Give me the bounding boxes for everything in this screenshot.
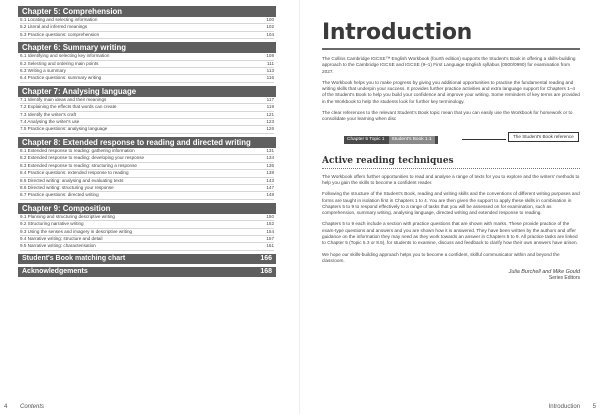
page-title: Introduction [322, 20, 580, 50]
chapter-heading[interactable]: Chapter 7: Analysing language [18, 86, 276, 97]
chapter-topics [18, 53, 276, 83]
topic-page: 138 [266, 170, 274, 176]
matching-chart-entry[interactable] [18, 254, 276, 264]
right-footer-label: Introduction [548, 404, 580, 410]
topic-title: 8.7 Practice questions: directed writing [20, 192, 99, 198]
contents-row[interactable] [20, 229, 274, 236]
intro-paragraph: We hope our skills-building approach helps you to become a confident, skilful communicator within and beyond the classroom. [322, 251, 560, 263]
sample-chapter-tag: Chapter 5 Topic 1 [347, 136, 385, 142]
topic-title: 8.1 Extended response to reading: gathering information [20, 147, 135, 153]
contents-row[interactable] [20, 185, 274, 192]
acknowledgements-page: 168 [260, 267, 272, 275]
topic-title: 5.1 Locating and selecting information [20, 17, 98, 22]
topic-title: 8.6 Directed writing: structuring your response [20, 184, 114, 190]
topic-page: 116 [266, 75, 274, 81]
topic-page: 108 [266, 53, 274, 59]
callout-box: The Student's Book reference [508, 132, 579, 142]
topic-title: 7.5 Practice questions: analysing language [20, 126, 108, 132]
chapter-topics [18, 214, 276, 251]
signature-role: Series Editors [548, 275, 580, 282]
contents-list [18, 6, 276, 251]
sample-heading-figure [322, 128, 580, 154]
topic-title: 9.4 Narrative writing: structure and detail [20, 235, 103, 241]
topic-page: 147 [266, 184, 274, 190]
topic-page: 148 [266, 192, 274, 198]
introduction-page [322, 6, 580, 281]
callout-arrow [462, 139, 506, 140]
topic-page: 143 [266, 177, 274, 183]
contents-row[interactable] [20, 68, 274, 75]
contents-row[interactable] [20, 214, 274, 221]
acknowledgements-entry[interactable] [18, 267, 276, 277]
topic-page: 121 [266, 111, 274, 117]
sample-topic-bar [344, 136, 438, 144]
topic-page: 154 [266, 228, 274, 234]
topic-page: 131 [266, 147, 274, 153]
contents-row[interactable] [20, 112, 274, 119]
topic-title: 6.4 Practice questions: summary writing [20, 75, 102, 81]
topic-title: 9.5 Narrative writing: characterisation [20, 243, 96, 249]
page-spine [299, 0, 300, 414]
topic-title: 6.3 Writing a summary [20, 68, 66, 74]
contents-row[interactable] [20, 163, 274, 170]
topic-page: 102 [266, 24, 274, 30]
topic-page: 100 [266, 17, 274, 22]
acknowledgements-label: Acknowledgements [22, 267, 88, 275]
chapter-topics [18, 97, 276, 134]
contents-row[interactable] [20, 17, 274, 24]
topic-title: 8.2 Extended response to reading: developing your response [20, 155, 145, 161]
contents-row[interactable] [20, 243, 274, 250]
contents-row[interactable] [20, 221, 274, 228]
topic-title: 7.4 Analysing the writer's use [20, 119, 80, 125]
topic-title: 8.4 Practice questions: extended response to reading [20, 170, 129, 176]
topic-title: 7.3 Identify the writer's craft [20, 111, 77, 117]
contents-row[interactable] [20, 155, 274, 162]
topic-title: 6.1 Identifying and selecting key information [20, 53, 110, 59]
topic-page: 157 [266, 235, 274, 241]
topic-page: 134 [266, 155, 274, 161]
contents-row[interactable] [20, 126, 274, 133]
topic-page: 123 [266, 119, 274, 125]
contents-row[interactable] [20, 148, 274, 155]
topic-page: 150 [266, 213, 274, 219]
sample-book-ref: Student's Book 1.1 [389, 136, 435, 144]
contents-row[interactable] [20, 104, 274, 111]
topic-title: 9.2 Structuring narrative writing [20, 221, 84, 227]
topic-page: 111 [267, 60, 274, 66]
topic-title: 9.3 Using the senses and imagery in descriptive writing [20, 228, 133, 234]
topic-page: 152 [266, 221, 274, 227]
contents-page [18, 6, 276, 277]
intro-paragraph: The Workbook helps you to make progress by giving you additional opportunities to practise the fundamental reading and writing skills that underpin your success. It provides further practice activities and extra language support for Chapters 1–4 of the Student's Book to help you build your confidence and improve your writing. Some reminders of key terms are provided in the Workbook to help the students look for further key terminology. [322, 79, 580, 104]
topic-page: 136 [266, 162, 274, 168]
topic-title: 8.5 Directed writing: analysing and evaluating texts [20, 177, 124, 183]
topic-page: 161 [266, 243, 274, 249]
contents-row[interactable] [20, 192, 274, 199]
topic-page: 104 [266, 31, 274, 37]
intro-paragraph: Chapters 5 to 9 each include a section with practice questions that are shown with marks. These provide practice of the exam-type questions and answers and you are shown how it is answered. They have been written by the authors and offer guidance on the information they may need as they work towards an answer in Chapters 5 to 9. All practice tasks are linked to Chapter 5 (Topic 5.3 or 8.5), for students to examine, discuss and feedback to clarify how their own answers have arisen. [322, 221, 578, 246]
contents-row[interactable] [20, 53, 274, 60]
contents-row[interactable] [20, 178, 274, 185]
left-footer-label: Contents [20, 404, 45, 410]
contents-row[interactable] [20, 236, 274, 243]
topic-title: 5.2 Literal and inferred meanings [20, 24, 88, 30]
sample-subheading: Active reading techniques [322, 156, 580, 169]
chapter-topics [18, 17, 276, 39]
contents-row[interactable] [20, 97, 274, 104]
topic-page: 126 [266, 126, 274, 132]
topic-title: 7.1 Identify main ideas and their meanings [20, 96, 107, 102]
chapter-heading[interactable]: Chapter 8: Extended response to reading and directed writing [18, 137, 276, 148]
intro-paragraph: Following the structure of the Student's Book, reading and writing skills and the conventions of different writing purposes and forms are taught in isolation first in Chapters 1 to 4. You are then given the support to apply these skills in combination in Chapters 5 to 9 to respond effectively to a range of tasks that you will be assessed on for examination, such as comprehension, summary writing, analysing language, directed writing and extended response to reading. [322, 191, 580, 216]
topic-title: 9.1 Planning and structuring descriptive writing [20, 213, 115, 219]
signature: Julia Burchell and Mike Gould [508, 269, 580, 276]
chapter-heading[interactable]: Chapter 9: Composition [18, 203, 276, 214]
topic-page: 117 [266, 96, 274, 102]
topic-title: 7.2 Explaining the effects that words can create [20, 104, 117, 110]
topic-title: 6.2 Selecting and ordering main points [20, 60, 99, 66]
topic-title: 5.3 Practice questions: comprehension [20, 31, 100, 37]
contents-row[interactable] [20, 119, 274, 126]
topic-page: 113 [266, 68, 274, 74]
chapter-heading[interactable]: Chapter 5: Comprehension [18, 6, 276, 17]
chapter-heading[interactable]: Chapter 6: Summary writing [18, 42, 276, 53]
intro-paragraph: The clear references to the relevant Student's Book topic mean that you can easily use the Workbook for homework or to consolidate your learning when disc [322, 110, 573, 122]
topic-title: 8.3 Extended response to reading: structuring a response [20, 162, 137, 168]
contents-row[interactable] [20, 75, 274, 82]
contents-row[interactable] [20, 61, 274, 68]
topic-page: 119 [266, 104, 274, 110]
chapter-topics [18, 148, 276, 200]
intro-paragraph: The Collins Cambridge IGCSE™ English Workbook (fourth edition) supports the Student's Book in offering a skills-building approach to the Cambridge IGCSE and IGCSE (9–1) First Language English syllabus (0500/0990) for examination from 2027. [322, 56, 576, 74]
intro-paragraph: The Workbook offers further opportunities to read and analyse a range of texts for you to explore and the writers' methods to help you gain the skills to become a confident reader. [322, 173, 580, 185]
right-page-number: 5 [592, 404, 596, 410]
contents-row[interactable] [20, 24, 274, 31]
contents-row[interactable] [20, 170, 274, 177]
left-page-number: 4 [4, 404, 8, 410]
contents-row[interactable] [20, 32, 274, 39]
matching-chart-page: 166 [260, 254, 272, 262]
matching-chart-label: Student's Book matching chart [22, 254, 126, 262]
